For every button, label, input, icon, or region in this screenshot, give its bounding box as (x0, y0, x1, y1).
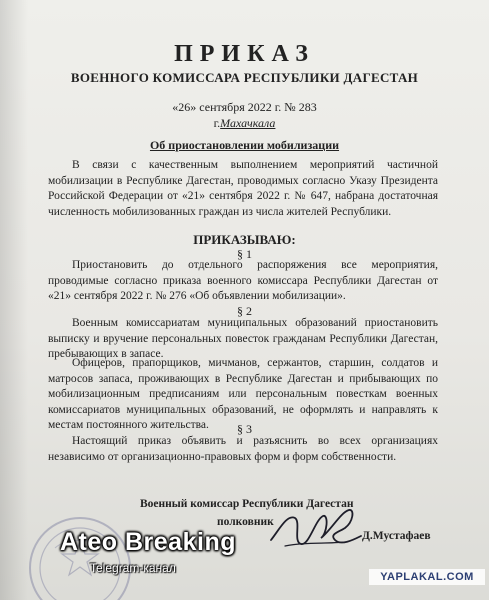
document-subtitle: ВОЕННОГО КОМИССАРА РЕСПУБЛИКИ ДАГЕСТАН (70, 70, 419, 85)
corner-watermark: YAPLAKAL.COM (369, 569, 485, 585)
intro-line: мобилизации в Республике Дагестан, проводимых согласно Указу Президента (48, 174, 438, 187)
page-shadow (0, 0, 28, 600)
section-3-line: независимо от организационно-правовых форм и форм собственности. (48, 450, 397, 463)
section-2-line: местам постоянного жительства. (48, 419, 209, 431)
city-prefix: г. (213, 116, 221, 130)
handwritten-signature-icon (265, 500, 365, 552)
section-1-line: проводимые согласно приказа военного комиссара Республики Дагестан от «21» (48, 274, 438, 302)
section-2-line: комиссариатов муниципальных образований, не оформлять и направлять к (48, 403, 438, 416)
signatory-name: Д.Мустафаев (362, 530, 431, 542)
channel-watermark: Ateo Breaking (60, 528, 236, 556)
section-2-line: пребывающих в запасе. (48, 348, 164, 360)
section-2-line: Офицеров, прапорщиков, мичманов, сержантов, старшин, солдатов и (72, 357, 438, 369)
order-word: ПРИКАЗЫВАЮ: (193, 232, 296, 247)
signatory-rank: полковник (217, 516, 274, 528)
intro-line: численность мобилизованных граждан из числа жителей Республики. (48, 205, 392, 218)
document-title: ПРИКАЗ (174, 41, 315, 67)
document-city (0, 116, 489, 131)
section-3-label: § 3 (237, 422, 252, 436)
section-1-label: § 1 (237, 247, 252, 261)
section-2-line: мобилизационным предписаниям или персональным повесткам военных (48, 388, 438, 400)
document-heading: Об приостановлении мобилизации (149, 138, 340, 152)
section-2-line: Военным комиссариатам муниципальных образований приостановить (72, 317, 438, 329)
document-dateline: «26» сентября 2022 г. № 283 (172, 100, 317, 114)
section-1-line: Приостановить до отдельного распоряжения все мероприятия, (72, 259, 438, 271)
intro-line: В связи с качественным выполнением мероприятий частичной (72, 159, 438, 171)
signatory-title: Военный комиссар Республики Дагестан (140, 498, 354, 510)
section-3-line: Настоящий приказ объявить и разъяснить во всех организациях (72, 435, 438, 447)
section-2-label: § 2 (237, 304, 252, 318)
section-2-line: выписку и вручение персональных повесток гражданам Республики Дагестан, (48, 332, 438, 345)
section-3-paragraph (48, 434, 438, 465)
intro-paragraph (48, 158, 438, 220)
channel-watermark-subtitle: Telegram-канал (90, 561, 176, 575)
intro-line: Российской Федерации от «21» сентября 2022 г. № 647, набрана достаточная (48, 190, 438, 202)
city-name: Махачкала (220, 116, 276, 130)
section-1-paragraph (48, 258, 438, 305)
section-1-line: сентября 2022 г. № 276 «Об объявлении мобилизации». (73, 290, 346, 302)
section-2-line: матросов запаса, проживающих в Республике Дагестан и прибывающих по (48, 372, 438, 385)
